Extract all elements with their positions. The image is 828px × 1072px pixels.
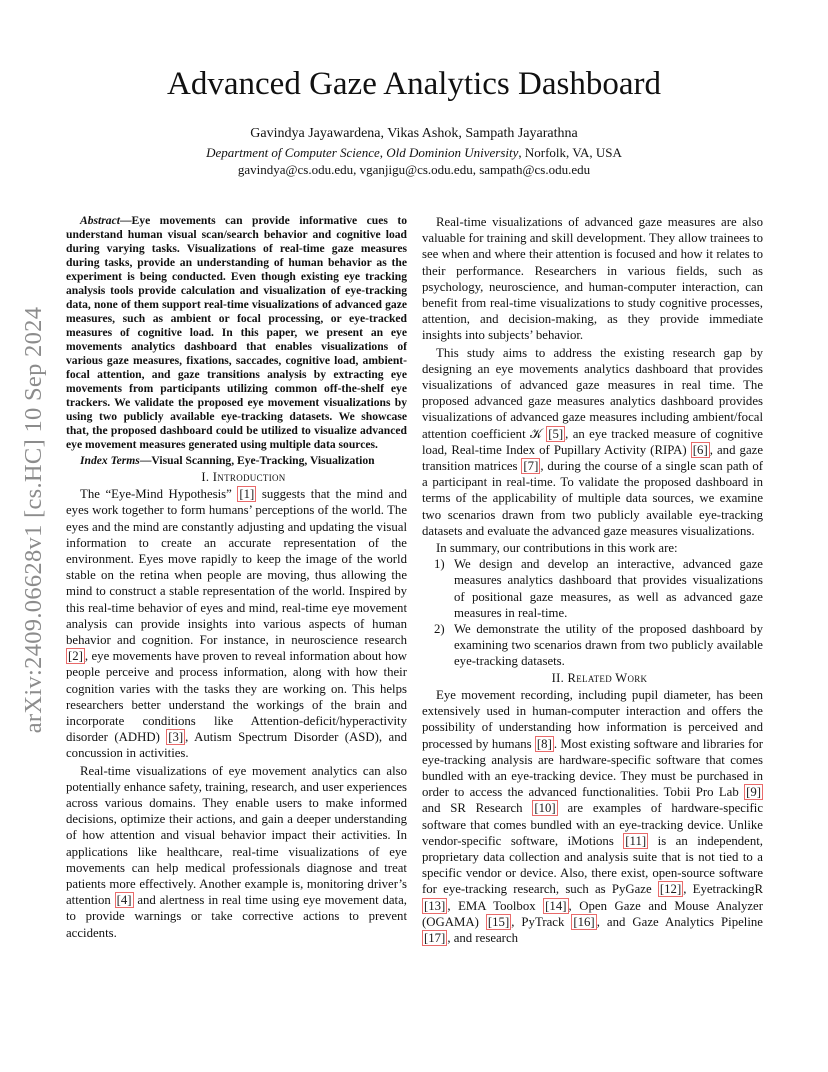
arxiv-side-identifier [4, 285, 64, 755]
affiliation-sep: , [379, 145, 387, 160]
list-number: 2) [434, 622, 445, 637]
contribution-list [422, 556, 763, 669]
index-terms-label: Index Terms [80, 454, 140, 467]
index-terms-text: —Visual Scanning, Eye-Tracking, Visualization [139, 454, 375, 467]
text-span: , and Gaze Analytics Pipeline [596, 914, 763, 929]
citation-link[interactable]: [4] [116, 893, 132, 908]
text-span: are examples of hardware-specific software that comes bundled with an eye-tracking device. Unlike vendor-specific software, iMotions [422, 801, 764, 848]
list-item [422, 556, 763, 621]
text-span: is an independent, proprietary data collection and analysis suite that is not tied to a specific vendor or device. Also, there exist, open-source software for eye-tracking research, such as PyGaze [422, 833, 763, 897]
paper-title: Advanced Gaze Analytics Dashboard [167, 66, 661, 102]
text-span: Real-time visualizations of eye movement analytics can also potentially enhance safety, training, research, and user experiences across various domains. They enable users to make informed decisions, optimize their actions, and gain a deeper understanding of how attention and visual behavior impact their activities. In applications like healthcare, real-time visualizations of eye movements can help medical professionals diagnose and treat patients more effectively. Another example is, monitoring driver’s attention [66, 763, 407, 908]
text-span: , eye movements have proven to reveal information about how people perceive and process information, along with how their cognition varies with the tasks they are working on. This helps researchers better understand the workings of the brain and incorporate conditions like Attention-deficit/hyperactivity disorder (ADHD) [66, 649, 407, 745]
list-item-text: We design and develop an interactive, advanced gaze measures analytics dashboard that provides visualizations of positional gaze measures, as well as advanced gaze measures in real-time. [454, 557, 763, 620]
text-span: , during the course of a single scan path of a participant in real-time. To validate the proposed dashboard in terms of the applicability of multiple data sources, we examine two scenarios drawn from two publicly available eye-tracking datasets and evaluate the advanced gaze measures visualizations. [422, 459, 763, 538]
text-span: , EyetrackingR [683, 882, 763, 897]
author-emails: gavindya@cs.odu.edu, vganjigu@cs.odu.edu, sampath@cs.odu.edu [237, 162, 591, 177]
citation-link[interactable]: [10] [534, 801, 556, 816]
affiliation-dept: Department of Computer Science [206, 145, 380, 160]
affiliation [0, 145, 828, 161]
text-span: , PyTrack [511, 914, 572, 929]
author-list: Gavindya Jayawardena, Vikas Ashok, Sampath Jayarathna [250, 126, 578, 141]
section-heading-introduction: I. Introduction [201, 470, 286, 484]
right-column [422, 214, 763, 946]
text-span: , Open Gaze and Mouse Analyzer (OGAMA) [422, 898, 763, 929]
text-span: and SR Research [422, 801, 533, 816]
citation-link[interactable]: [16] [573, 914, 595, 929]
text-span: Eye movement recording, including pupil diameter, has been extensively used in human-computer interaction and offers the possibility of understanding how information is perceived and processed by humans [422, 687, 763, 751]
text-span: , and research [447, 930, 519, 945]
citation-link[interactable]: [6] [692, 442, 708, 457]
citation-link[interactable]: [5] [548, 426, 564, 441]
citation-link[interactable]: [7] [523, 459, 539, 474]
text-span: and alertness in real time using eye movement data, to provide warnings or take corrective actions to prevent accidents. [66, 893, 407, 940]
citation-link[interactable]: [15] [487, 914, 510, 929]
list-item [422, 621, 763, 670]
index-terms [66, 454, 407, 468]
text-span: . Most existing software and libraries for eye-tracking analysis are hardware-specific software that comes bundled with an eye-tracking device. They must be purchased in order to access the advanced functionalities. Tobii Pro Lab [422, 736, 763, 800]
affiliation-location: , Norfolk, VA, USA [518, 145, 622, 160]
intro-paragraph-4 [422, 345, 763, 539]
citation-link[interactable]: [11] [625, 833, 647, 848]
citation-link[interactable]: [17] [424, 930, 446, 945]
text-span: , EMA Toolbox [447, 898, 544, 913]
affiliation-univ: Old Dominion University [386, 145, 519, 160]
citation-link[interactable]: [3] [168, 730, 184, 745]
citation-link[interactable]: [2] [68, 649, 83, 664]
abstract [66, 214, 407, 452]
text-span: The “Eye-Mind Hypothesis” [80, 487, 238, 502]
arxiv-side-identifier-text: arXiv:2409.06628v1 [cs.HC] 10 Sep 2024 [20, 306, 47, 734]
intro-paragraph-1 [66, 486, 407, 761]
citation-link[interactable]: [8] [536, 736, 552, 751]
citation-link[interactable]: [9] [746, 785, 761, 800]
text-span: , and gaze transition matrices [422, 442, 763, 474]
citation-link[interactable]: [12] [659, 882, 682, 897]
section-heading-related-work: II. Related Work [551, 670, 648, 685]
related-paragraph-1 [422, 687, 763, 946]
citation-link[interactable]: [1] [239, 487, 255, 502]
citation-link[interactable]: [14] [545, 898, 567, 913]
text-span: , an eye tracked measure of cognitive load, Real-time Index of Pupillary Activity (RIPA) [422, 426, 763, 457]
intro-paragraph-5: In summary, our contributions in this work are: [436, 541, 678, 556]
intro-paragraph-3: Real-time visualizations of advanced gaze measures are also valuable for training and skill development. They allow trainees to see when and where their attention is focused and how it relates to their performance. Researchers in various fields, such as psychology, neuroscience, and human-computer interaction, can benefit from real-time visualizations to study cognitive processes, attention, and decision-making, as they provide immediate insights into subjects’ behavior. [422, 215, 763, 343]
abstract-text: —Eye movements can provide informative cues to understand human visual scan/search behavior and cognitive load during varying tasks. Visualizations of real-time gaze measures during tasks, provide an understanding of human behavior as the experiment is being conducted. Even though existing eye tracking analysis tools provide calculation and visualization of eye-tracking data, none of them support real-time visualizations of advanced gaze measures, such as ambient or focal processing, or eye-tracked measures of cognitive load. In this paper, we present an eye movements analytics dashboard that enables visualizations of various gaze measures, fixations, saccades, cognitive load, ambient-focal attention, and gaze transitions analysis by extracting eye movements from participants utilizing common off-the-shelf eye trackers. We validate the proposed eye movement visualizations by using two publicly available eye-tracking datasets. We showcase that, the proposed dashboard could be utilized to visualize advanced eye movement measures generated using multiple data sources. [66, 214, 407, 451]
abstract-label: Abstract [80, 214, 120, 227]
text-span: This study aims to address the existing research gap by designing an eye movements analytics dashboard that provides visualizations of advanced gaze measures in real time. The proposed advanced gaze measures analytics dashboard provides visualizations of advanced gaze measures including ambient/focal attention coefficient 𝒦 [422, 345, 763, 441]
list-number: 1) [434, 557, 445, 572]
citation-link[interactable]: [13] [424, 898, 446, 913]
text-span: , Autism Spectrum Disorder (ASD), and concussion in activities. [66, 730, 408, 761]
list-item-text: We demonstrate the utility of the proposed dashboard by examining two scenarios drawn from two publicly available eye-tracking datasets. [454, 622, 763, 669]
intro-paragraph-2 [66, 763, 407, 941]
left-column [66, 214, 407, 941]
text-span: suggests that the mind and eyes work together to form humans’ perceptions of the world. The eyes and the mind are constantly adjusting and updating the visual information to create an accurate representation of the environment. Eyes move rapidly to keep the image of the world stable on the retina when people are moving, thus allowing the mind to construct a stable representation of the world. Inspired by this real-time behavior of eyes and mind, real-time eye movement analysis can provide insights into various aspects of human behavior and cognition. For instance, in neuroscience research [66, 487, 407, 648]
